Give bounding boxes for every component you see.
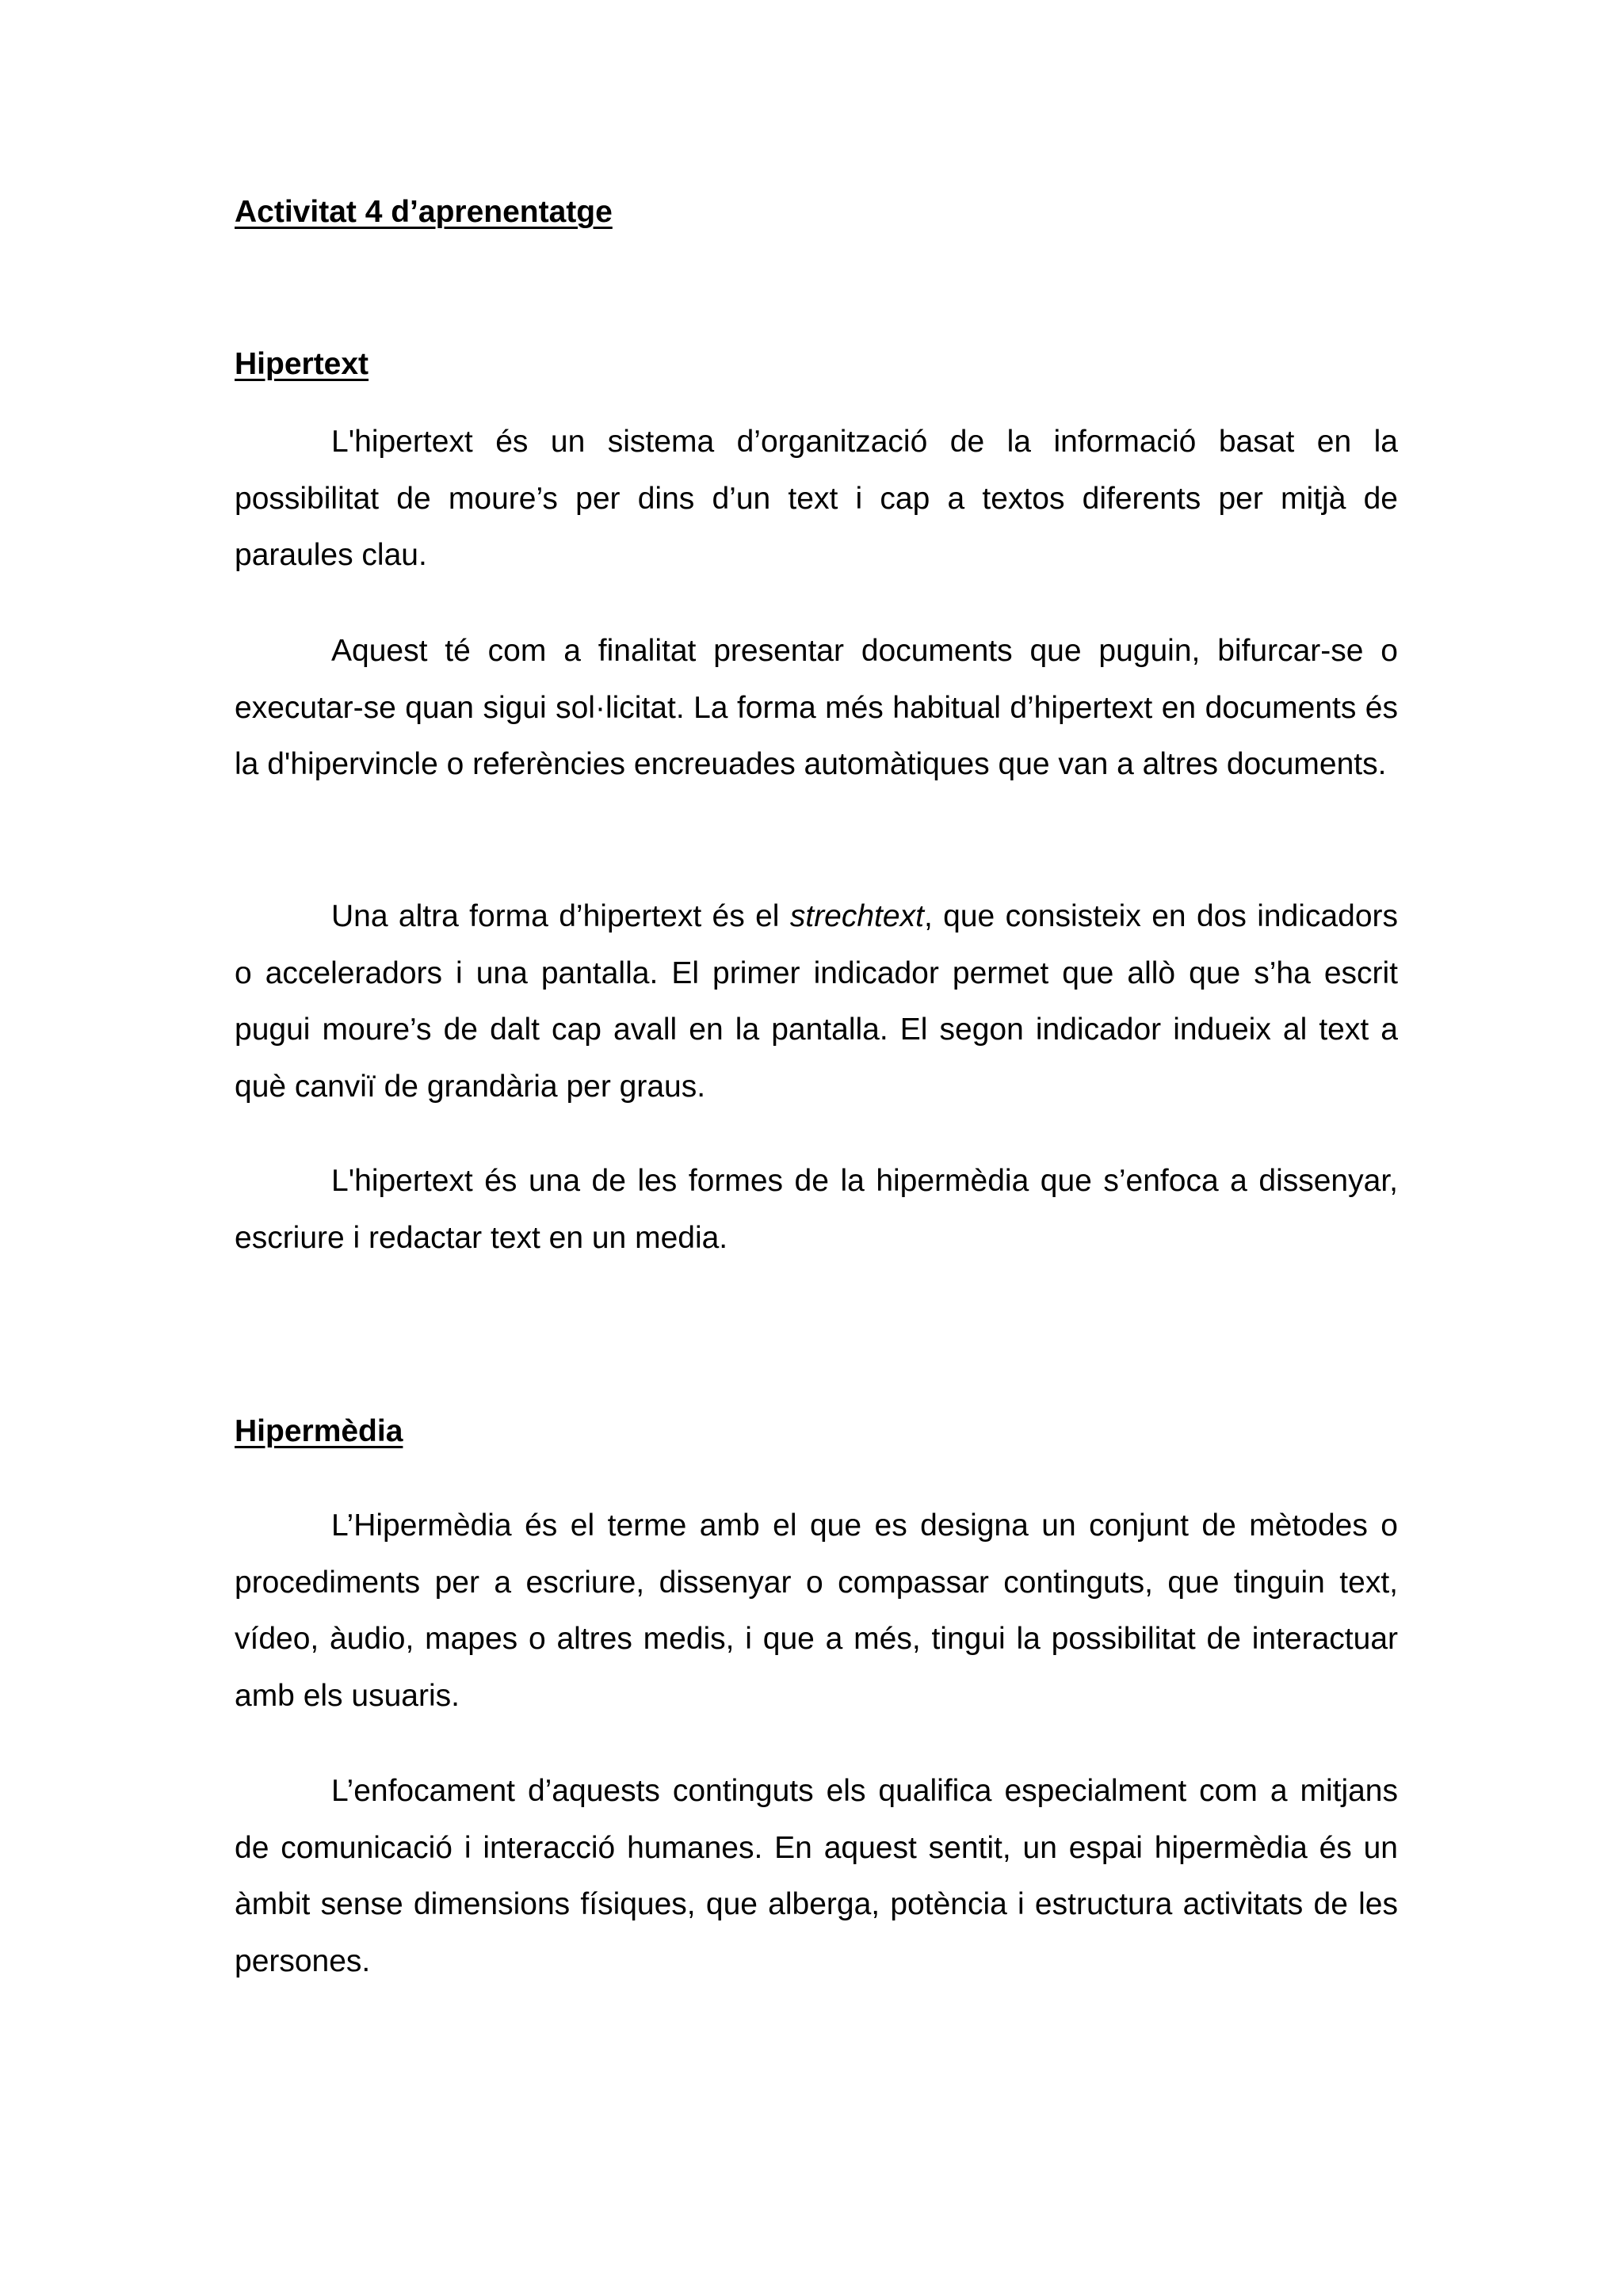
document-title: Activitat 4 d’aprenentatge (235, 195, 613, 229)
section-heading-hipermedia: Hipermèdia (235, 1414, 403, 1448)
section-heading-hipertext: Hipertext (235, 347, 369, 381)
paragraph: L'hipertext és un sistema d’organització de la informació basat en la possibilitat de moure’s per dins d’un text i cap a textos diferents per mitjà de paraules clau. (235, 425, 1398, 572)
paragraph: L’Hipermèdia és el terme amb el que es designa un conjunt de mètodes o procediments per a escriure, dissenyar o compassar continguts, que tinguin text, vídeo, àudio, mapes o altres medis, i que a més, tingui la possibilitat de interactuar amb els usuaris. (235, 1508, 1398, 1713)
italic-term: strechtext (789, 899, 924, 933)
paragraph-strechtext (235, 888, 1398, 1115)
paragraph: L’enfocament d’aquests continguts els qualifica especialment com a mitjans de comunicació i interacció humanes. En aquest sentit, un espai hipermèdia és un àmbit sense dimensions físiques, que alberga, potència i estructura activitats de les persones. (235, 1774, 1398, 1978)
paragraph: L'hipertext és una de les formes de la hipermèdia que s’enfoca a dissenyar, escriure i redactar text en un media. (235, 1164, 1398, 1255)
paragraph: Aquest té com a finalitat presentar documents que puguin, bifurcar-se o executar-se quan sigui sol·licitat. La forma més habitual d’hipertext en documents és la d'hipervincle o referències encreuades automàtiques que van a altres documents. (235, 634, 1398, 781)
paragraph-text: , que consisteix en dos indicadors o acceleradors i una pantalla. El primer indicador permet que allò que s’ha escrit pugui moure’s de dalt cap avall en la pantalla. El segon indicador indueix al text a què canviï de grandària per graus. (235, 899, 1398, 1104)
paragraph-text: Una altra forma d’hipertext és el (331, 899, 790, 933)
